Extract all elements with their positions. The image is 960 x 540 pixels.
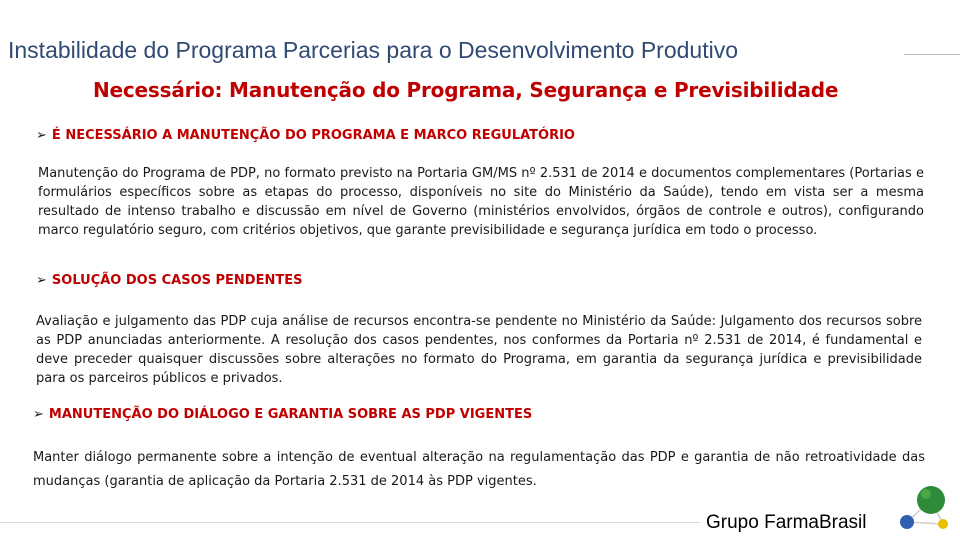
brand-name: Grupo FarmaBrasil xyxy=(706,512,867,533)
footer-divider xyxy=(0,522,700,523)
molecule-logo-icon xyxy=(893,480,957,540)
section-heading-text: É NECESSÁRIO A MANUTENÇÃO DO PROGRAMA E MARCO REGULATÓRIO xyxy=(51,128,575,143)
section-body-pending: Avaliação e julgamento das PDP cuja análise de recursos encontra-se pendente no Ministério da Saúde: Julgamento dos recursos sobre as PDP anunciadas anteriormente. A resolução dos casos pendentes, nos conformes da Portaria nº 2.531 de 2014, é fundamental e deve preceder quaisquer discussões sobre alterações no formato do Programa, em garantia da segurança jurídica e previsibilidade para os parceiros públicos e privados. xyxy=(36,314,922,386)
section-heading-dialogue xyxy=(33,407,532,422)
section-heading-pending xyxy=(36,273,302,288)
slide-subtitle: Necessário: Manutenção do Programa, Segurança e Previsibilidade xyxy=(93,78,839,102)
arrow-bullet-icon: ➢ xyxy=(33,407,44,422)
arrow-bullet-icon: ➢ xyxy=(36,273,47,288)
arrow-bullet-icon: ➢ xyxy=(36,128,47,143)
slide-title: Instabilidade do Programa Parcerias para o Desenvolvimento Produtivo xyxy=(8,37,739,63)
title-divider xyxy=(904,54,960,55)
section-body-dialogue: Manter diálogo permanente sobre a intenção de eventual alteração na regulamentação das PDP e garantia de não retroatividade das mudanças (garantia de aplicação da Portaria 2.531 de 2014 às PDP vigentes. xyxy=(33,450,925,489)
section-heading-text: SOLUÇÃO DOS CASOS PENDENTES xyxy=(51,273,303,288)
section-body-regulatory: Manutenção do Programa de PDP, no formato previsto na Portaria GM/MS nº 2.531 de 2014 e documentos complementares (Portarias e formulários específicos sobre as etapas do processo, disponíveis no site do Ministério da Saúde), tendo em vista ser a mesma resultado de intenso trabalho e discussão em nível de Governo (ministérios envolvidos, órgãos de controle e outros), configurando marco regulatório seguro, com critérios objetivos, que garante previsibilidade e segurança jurídica em todo o processo. xyxy=(38,166,924,238)
section-heading-regulatory xyxy=(36,128,575,143)
section-heading-text: MANUTENÇÃO DO DIÁLOGO E GARANTIA SOBRE AS PDP VIGENTES xyxy=(48,407,533,422)
